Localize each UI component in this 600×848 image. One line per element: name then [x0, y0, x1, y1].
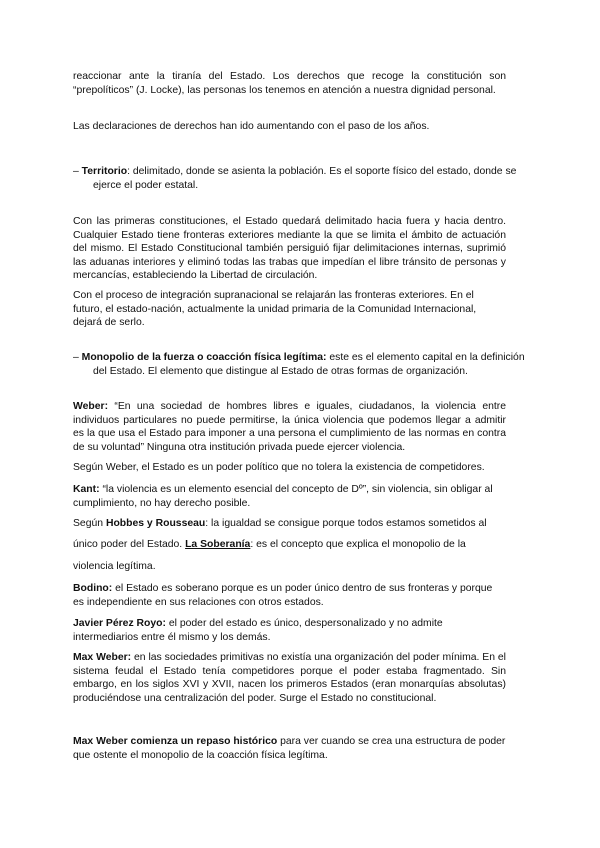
- paragraph-constituciones: Con las primeras constituciones, el Estado quedará delimitado hacia fuera y hacia dentro. Cualquier Estado tiene fronteras exteriores mediante la que se limita el ámbito de actuación del mismo. El Estado Constitucional también persiguió fijar delimitaciones internas, suprimió las aduanas interiores y eliminó todas las trabas que impedían el libre tránsito de personas y mercancías, estableciendo la Libertad de circulación.: [73, 216, 506, 282]
- hobbes-pre: Según: [73, 518, 106, 529]
- hobbes-text: : la igualdad se consigue porque todos estamos sometidos al: [205, 518, 487, 529]
- bullet-dash: –: [73, 352, 82, 363]
- paragraph-soberania: [73, 538, 506, 552]
- bodino-text: el Estado es soberano porque es un poder único dentro de sus fronteras y porque es independiente en sus relaciones con otros estados.: [73, 583, 493, 608]
- term-monopolio: Monopolio de la fuerza o coacción física legítima:: [81, 352, 327, 363]
- paragraph-segun-weber: Según Weber, el Estado es un poder político que no tolera la existencia de competidores.: [73, 462, 485, 473]
- term-bodino: Bodino:: [73, 583, 113, 594]
- bullet-territorio: [73, 165, 526, 192]
- royo-text: el poder del estado es único, despersonalizado y no admite intermediarios entre él mismo y los demás.: [73, 618, 443, 643]
- soberania-pre: único poder del Estado.: [73, 539, 186, 550]
- paragraph-repaso-historico: [73, 735, 506, 762]
- bullet-monopolio: [73, 351, 526, 378]
- soberania-text: : es el concepto que explica el monopolio de la: [250, 539, 466, 550]
- term-repaso: Max Weber comienza un repaso histórico: [73, 736, 278, 747]
- repaso-text: para ver cuando se crea una estructura de poder que ostente el monopolio de la coacción física legítima.: [73, 736, 506, 761]
- weber-text: “En una sociedad de hombres libres e iguales, ciudadanos, la violencia entre individuos particulares no puede permitirse, la única violencia que podemos llegar a admitir es la que usa el Estado para imponer a una persona el cumplimiento de las normas en contra de su voluntad” Ninguna otra institución privada puede ejercer violencia.: [73, 401, 506, 453]
- term-perez-royo: Javier Pérez Royo:: [73, 618, 166, 629]
- term-territorio: Territorio: [81, 166, 128, 177]
- paragraph-max-weber: [73, 651, 506, 705]
- term-weber: Weber:: [73, 401, 109, 412]
- paragraph-declaraciones: Las declaraciones de derechos han ido aumentando con el paso de los años.: [73, 121, 430, 132]
- monopolio-text: este es el elemento capital en la definición del Estado. El elemento que distingue al Estado de otras formas de organización.: [93, 352, 525, 377]
- territorio-text: : delimitado, donde se asienta la población. Es el soporte físico del estado, donde se ejerce el poder estatal.: [93, 166, 517, 191]
- paragraph-weber: [73, 400, 506, 454]
- term-hobbes-rousseau: Hobbes y Rousseau: [105, 518, 206, 529]
- term-soberania: La Soberanía: [185, 539, 251, 550]
- paragraph-derechos: reaccionar ante la tiranía del Estado. Los derechos que recoge la constitución son “prepolíticos” (J. Locke), las personas los tenemos en atención a nuestra dignidad personal.: [73, 71, 506, 96]
- term-kant: Kant:: [73, 484, 100, 495]
- paragraph-bodino: [73, 582, 506, 609]
- paragraph-kant: [73, 483, 506, 510]
- paragraph-violencia-legitima: violencia legítima.: [73, 561, 156, 572]
- term-max-weber: Max Weber:: [73, 652, 132, 663]
- maxweber-text: en las sociedades primitivas no existía una organización del poder mínima. En el sistema feudal el Estado tenía competidores porque el poder estaba fragmentado. Sin embargo, en los siglos XVI y XVII, nacen los primeros Estados (eran monarquías absolutas) produciéndose una centralización del poder. Surge el Estado no constitucional.: [73, 652, 506, 704]
- paragraph-hobbes: [73, 517, 506, 531]
- bullet-dash: –: [73, 166, 82, 177]
- paragraph-perez-royo: [73, 617, 506, 644]
- kant-text: “la violencia es un elemento esencial del concepto de Dº”, sin violencia, sin obligar al cumplimiento, no hay derecho posible.: [73, 484, 493, 509]
- paragraph-integracion: Con el proceso de integración supranacional se relajarán las fronteras exteriores. En el futuro, el estado-nación, actualmente la unidad primaria de la Comunidad Internacional, dejará de serlo.: [73, 290, 477, 329]
